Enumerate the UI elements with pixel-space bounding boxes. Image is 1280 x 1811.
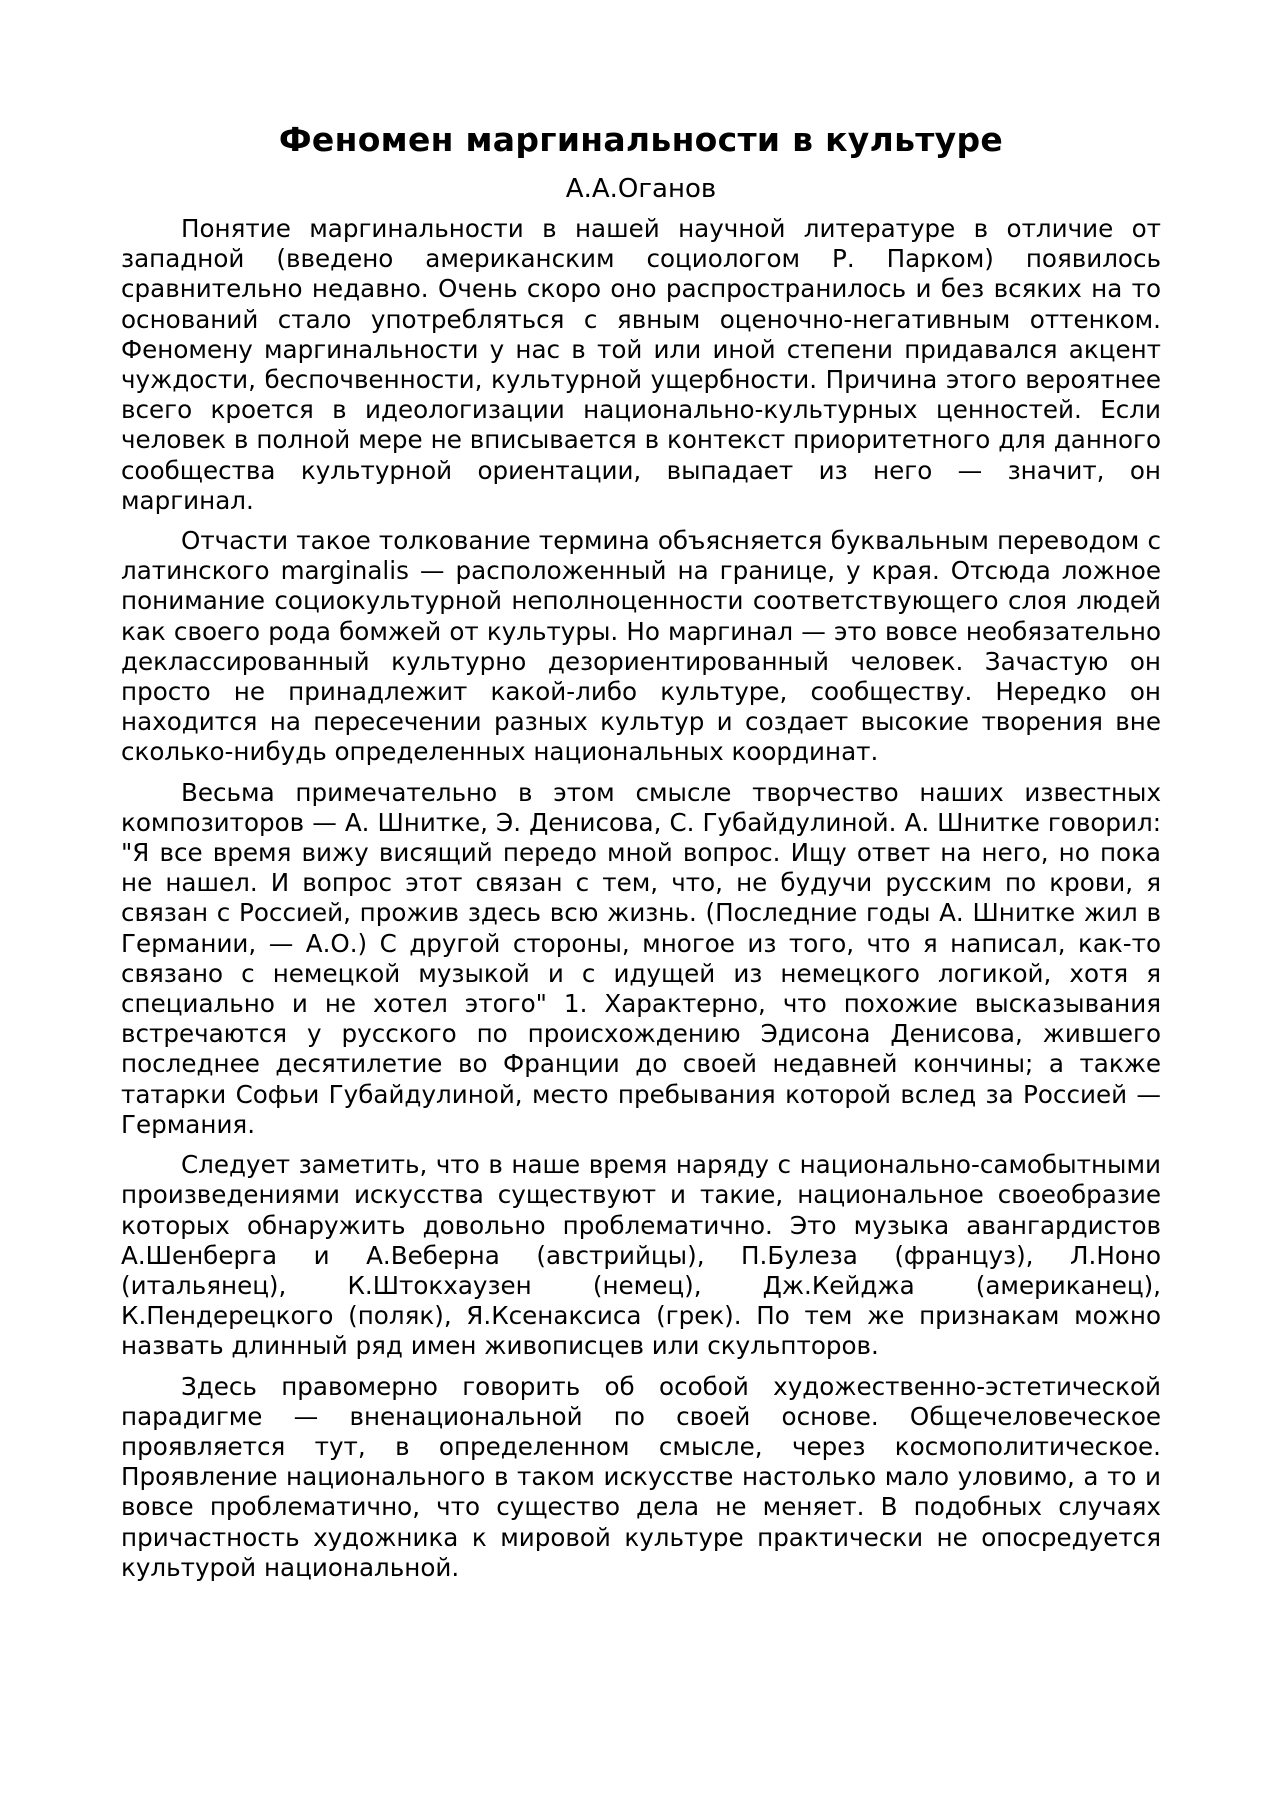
document-page	[121, 118, 1161, 1593]
paragraph: Весьма примечательно в этом смысле творчество наших известных композиторов — А. Шнитке, Э. Денисова, С. Губайдулиной. А. Шнитке говорил: "Я все время вижу висящий передо мной вопрос. Ищу ответ на него, но пока не нашел. И вопрос этот связан с тем, что, не будучи русским по крови, я связан с Россией, прожив здесь всю жизнь. (Последние годы А. Шнитке жил в Германии, — А.О.) С другой стороны, многое из того, что я написал, как-то связано с немецкой музыкой и с идущей из немецкого логикой, хотя я специально и не хотел этого" 1. Характерно, что похожие высказывания встречаются у русского по происхождению Эдисона Денисова, жившего последнее десятилетие во Франции до своей недавней кончины; а также татарки Софьи Губайдулиной, место пребывания которой вслед за Россией — Германия.	[121, 777, 1161, 1139]
author-name: А.А.Оганов	[565, 174, 717, 204]
paragraph: Следует заметить, что в наше время наряду с национально-самобытными произведениями искусства существуют и такие, национальное своеобразие которых обнаружить довольно проблематично. Это музыка авангардистов А.Шенберга и А.Веберна (австрийцы), П.Булеза (француз), Л.Ноно (итальянец), К.Штокхаузен (немец), Дж.Кейджа (американец), К.Пендерецкого (поляк), Я.Ксенаксиса (грек). По тем же признакам можно назвать длинный ряд имен живописцев или скульпторов.	[121, 1150, 1161, 1361]
paragraph: Отчасти такое толкование термина объясняется буквальным переводом с латинского marginalis — расположенный на границе, у края. Отсюда ложное понимание социокультурной неполноценности соответствующего слоя людей как своего рода бомжей от культуры. Но маргинал — это вовсе необязательно деклассированный культурно дезориентированный человек. Зачастую он просто не принадлежит какой-либо культуре, сообществу. Нередко он находится на пересечении разных культур и создает высокие творения вне сколько-нибудь определенных национальных координат.	[121, 526, 1161, 767]
paragraph: Здесь правомерно говорить об особой художественно-эстетической парадигме — вненациональной по своей основе. Общечеловеческое проявляется тут, в определенном смысле, через космополитическое. Проявление национального в таком искусстве настолько мало уловимо, а то и вовсе проблематично, что существо дела не меняет. В подобных случаях причастность художника к мировой культуре практически не опосредуется культурой национальной.	[121, 1371, 1161, 1582]
paragraph: Понятие маргинальности в нашей научной литературе в отличие от западной (введено американским социологом Р. Парком) появилось сравнительно недавно. Очень скоро оно распространилось и без всяких на то оснований стало употребляться с явным оценочно-негативным оттенком. Феномену маргинальности у нас в той или иной степени придавался акцент чуждости, беспочвенности, культурной ущербности. Причина этого вероятнее всего кроется в идеологизации национально-культурных ценностей. Если человек в полной мере не вписывается в контекст приоритетного для данного сообщества культурной ориентации, выпадает из него — значит, он маргинал.	[121, 214, 1161, 515]
document-title: Феномен маргинальности в культуре	[278, 120, 1004, 159]
